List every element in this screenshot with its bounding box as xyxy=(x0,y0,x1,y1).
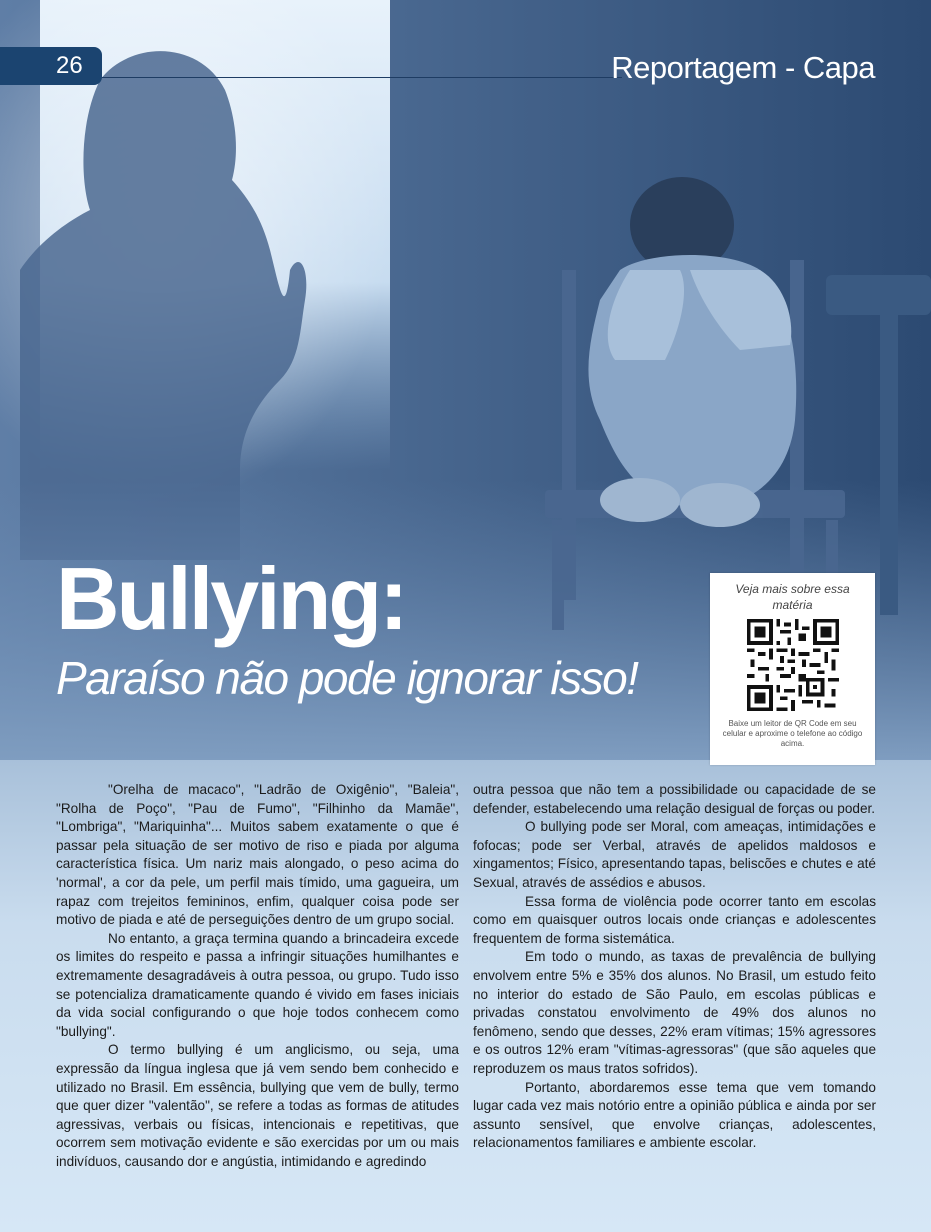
section-title: Reportagem - Capa xyxy=(611,50,875,85)
qr-code-box xyxy=(710,573,875,765)
qr-caption: Baixe um leitor de QR Code em seu celular e aproxime o telefone ao código acima. xyxy=(722,719,863,748)
article-paragraph-continuation: outra pessoa que não tem a possibilidade ou capacidade de se defender, estabelecendo uma relação desigual de forças ou poder. xyxy=(473,782,876,816)
page-number-tab xyxy=(0,47,102,85)
headline: Bullying: xyxy=(56,549,406,648)
article-paragraph: "Orelha de macaco", "Ladrão de Oxigênio", "Baleia", "Rolha de Poço", "Pau de Fumo", "Filhinho da Mamãe", "Lombriga", "Mariquinha"... Muitos sabem exatamente o que é passar pela situação de ser motivo de riso e piada por alguma característica física. Um nariz mais alongado, o peso acima do 'normal', a cor da pele, um perfil mais tímido, uma gagueira, um rapaz com trejeitos femininos, enfim, qualquer coisa pode ser motivo de piada e até de perseguições dentro de um grupo social. xyxy=(56,782,459,928)
qr-code-icon xyxy=(747,619,839,711)
page-number: 26 xyxy=(56,52,83,79)
article-paragraph: No entanto, a graça termina quando a brincadeira excede os limites do respeito e passa a infringir situações humilhantes e extremamente desagradáveis à outra pessoa, ou grupo. Tudo isso se potencializa dramaticamente quando é vivido em fases iniciais da vida social configurando o que hoje todos conhecem como "bullying". xyxy=(56,930,459,1039)
article-paragraph: Portanto, abordaremos esse tema que vem tomando lugar cada vez mais notório entre a opinião pública e ainda por ser assunto sensível, que envolve crianças, adolescentes, relacionamentos familiares e ambiente escolar. xyxy=(473,1079,876,1151)
article-column-left xyxy=(56,781,459,1171)
article-paragraph: Essa forma de violência pode ocorrer tanto em escolas como em quaisquer outros locais onde crianças e adolescentes frequentem de forma sistemática. xyxy=(473,893,876,946)
article-paragraph: O bullying pode ser Moral, com ameaças, intimidações e fofocas; pode ser Verbal, através de apelidos maldosos e xingamentos; Físico, apresentando tapas, beliscões e chutes e até Sexual, através de assédios e abusos. xyxy=(473,819,876,890)
qr-title: Veja mais sobre essa matéria xyxy=(735,582,850,612)
article-column-right xyxy=(473,781,876,1153)
subheadline: Paraíso não pode ignorar isso! xyxy=(56,652,638,704)
article-paragraph: Em todo o mundo, as taxas de prevalência de bullying envolvem entre 5% e 35% dos alunos. No Brasil, um estudo feito no interior do estado de São Paulo, em escolas públicas e privadas constatou envolvimento de 49% dos alunos no fenômeno, sendo que desses, 22% eram vítimas; 15% agressores e os outros 12% eram "vítimas-agressoras" (que são aqueles que reproduzem os maus tratos sofridos). xyxy=(473,949,876,1076)
article-paragraph: O termo bullying é um anglicismo, ou seja, uma expressão da língua inglesa que já vem sendo bem conhecido e utilizado no Brasil. Em essência, bullying que vem de bully, termo que quer dizer "valentão", se refere a todas as formas de atitudes agressivas, verbais ou físicas, intencionais e repetitivas, que ocorrem sem motivação evidente e são exercidas por um ou mais indivíduos, causando dor e angústia, intimidando e agredindo xyxy=(56,1042,459,1169)
header-divider xyxy=(102,77,622,78)
